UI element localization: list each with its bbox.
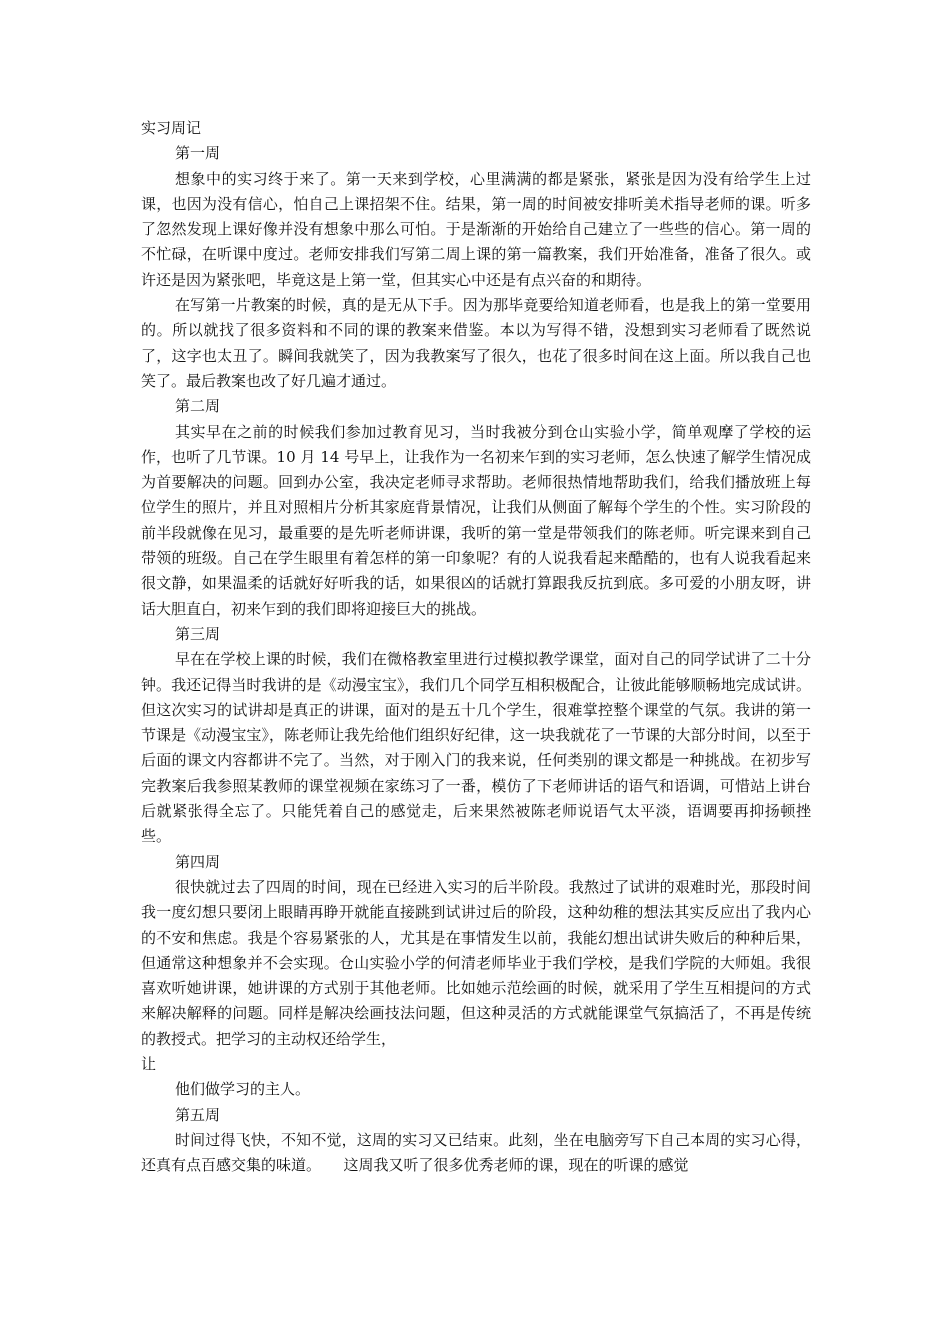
week-1-paragraph-1: 想象中的实习终于来了。第一天来到学校，心里满满的都是紧张，紧张是因为没有给学生上过课，也因为没有信心，怕自己上课招架不住。结果，第一周的时间被安排听美术指导老师的课。听多了忽然发现上课好像并没有想象中那么可怕。于是渐渐的开始给自己建立了一些些的信心。第一周的不忙碌，在听课中度过。老师安排我们写第二周上课的第一篇教案，我们开始准备，准备了很久。或许还是因为紧张吧，毕竟这是上第一堂，但其实心中还是有点兴奋的和期待。 [141,169,811,289]
week-4-paragraph-3: 他们做学习的主人。 [175,1080,311,1099]
document-page [141,116,811,1178]
week-5-paragraph-1: 时间过得飞快，不知不觉，这周的实习又已结束。此刻，坐在电脑旁写下自己本周的实习心得，还真有点百感交集的味道。 这周我又听了很多优秀老师的课，现在的听课的感觉 [141,1130,811,1175]
week-4-paragraph-1: 很快就过去了四周的时间，现在已经进入实习的后半阶段。我熬过了试讲的艰难时光，那段时间我一度幻想只要闭上眼睛再睁开就能直接跳到试讲过后的阶段，这种幼稚的想法其实反应出了我内心的不安和焦虑。我是个容易紧张的人，尤其是在事情发生以前，我能幻想出试讲失败后的种种后果，但通常这种想象并不会实现。仓山实验小学的何清老师毕业于我们学校，是我们学院的大师姐。我很喜欢听她讲课，她讲课的方式别于其他老师。比如她示范绘画的时候，就采用了学生互相提问的方式来解决解释的问题。同样是解决绘画技法问题，但这种灵活的方式就能课堂气氛搞活了，不再是传统的教授式。把学习的主动权还给学生， [141,877,811,1048]
week-5-heading: 第五周 [175,1105,221,1124]
week-2-paragraph-1: 其实早在之前的时候我们参加过教育见习，当时我被分到仓山实验小学，简单观摩了学校的运作，也听了几节课。10 月 14 号早上，让我作为一名初来乍到的实习老师，怎么快速了解学生情况成为首要解决的问题。回到办公室，我决定老师寻求帮助。老师很热情地帮助我们，给我们播放班上每位学生的照片，并且对照相片分析其家庭背景情况，让我们从侧面了解每个学生的个性。实习阶段的前半段就像在见习，最重要的是先听老师讲课，我听的第一堂是带领我们的陈老师。听完课来到自己带领的班级。自己在学生眼里有着怎样的第一印象呢？有的人说我看起来酷酷的，也有人说我看起来很文静，如果温柔的话就好好听我的话，如果很凶的话就打算跟我反抗到底。多可爱的小朋友呀，讲话大胆直白，初来乍到的我们即将迎接巨大的挑战。 [141,422,811,618]
week-2-heading: 第二周 [175,397,221,416]
document-title: 实习周记 [141,119,202,137]
week-3-heading: 第三周 [175,624,221,643]
week-1-heading: 第一周 [175,144,221,163]
week-4-paragraph-2: 让 [141,1054,157,1073]
week-3-paragraph-1: 早在在学校上课的时候，我们在微格教室里进行过模拟教学课堂，面对自己的同学试讲了二十分钟。我还记得当时我讲的是《动漫宝宝》，我们几个同学互相积极配合，让彼此能够顺畅地完成试讲。但这次实习的试讲却是真正的讲课，面对的是五十几个学生，很难掌控整个课堂的气氛。我讲的第一节课是《动漫宝宝》，陈老师让我先给他们组织好纪律，这一块我就花了一节课的大部分时间，以至于后面的课文内容都讲不完了。当然，对于刚入门的我来说，任何类别的课文都是一种挑战。在初步写完教案后我参照某教师的课堂视频在家练习了一番，模仿了下老师讲话的语气和语调，可惜站上讲台后就紧张得全忘了。只能凭着自己的感觉走，后来果然被陈老师说语气太平淡，语调要再抑扬顿挫些。 [141,650,811,846]
week-4-heading: 第四周 [175,852,221,871]
week-1-paragraph-2: 在写第一片教案的时候，真的是无从下手。因为那毕竟要给知道老师看，也是我上的第一堂要用的。所以就找了很多资料和不同的课的教案来借鉴。本以为写得不错，没想到实习老师看了既然说了，这字也太丑了。瞬间我就笑了，因为我教案写了很久，也花了很多时间在这上面。所以我自己也笑了。最后教案也改了好几遍才通过。 [141,296,811,390]
